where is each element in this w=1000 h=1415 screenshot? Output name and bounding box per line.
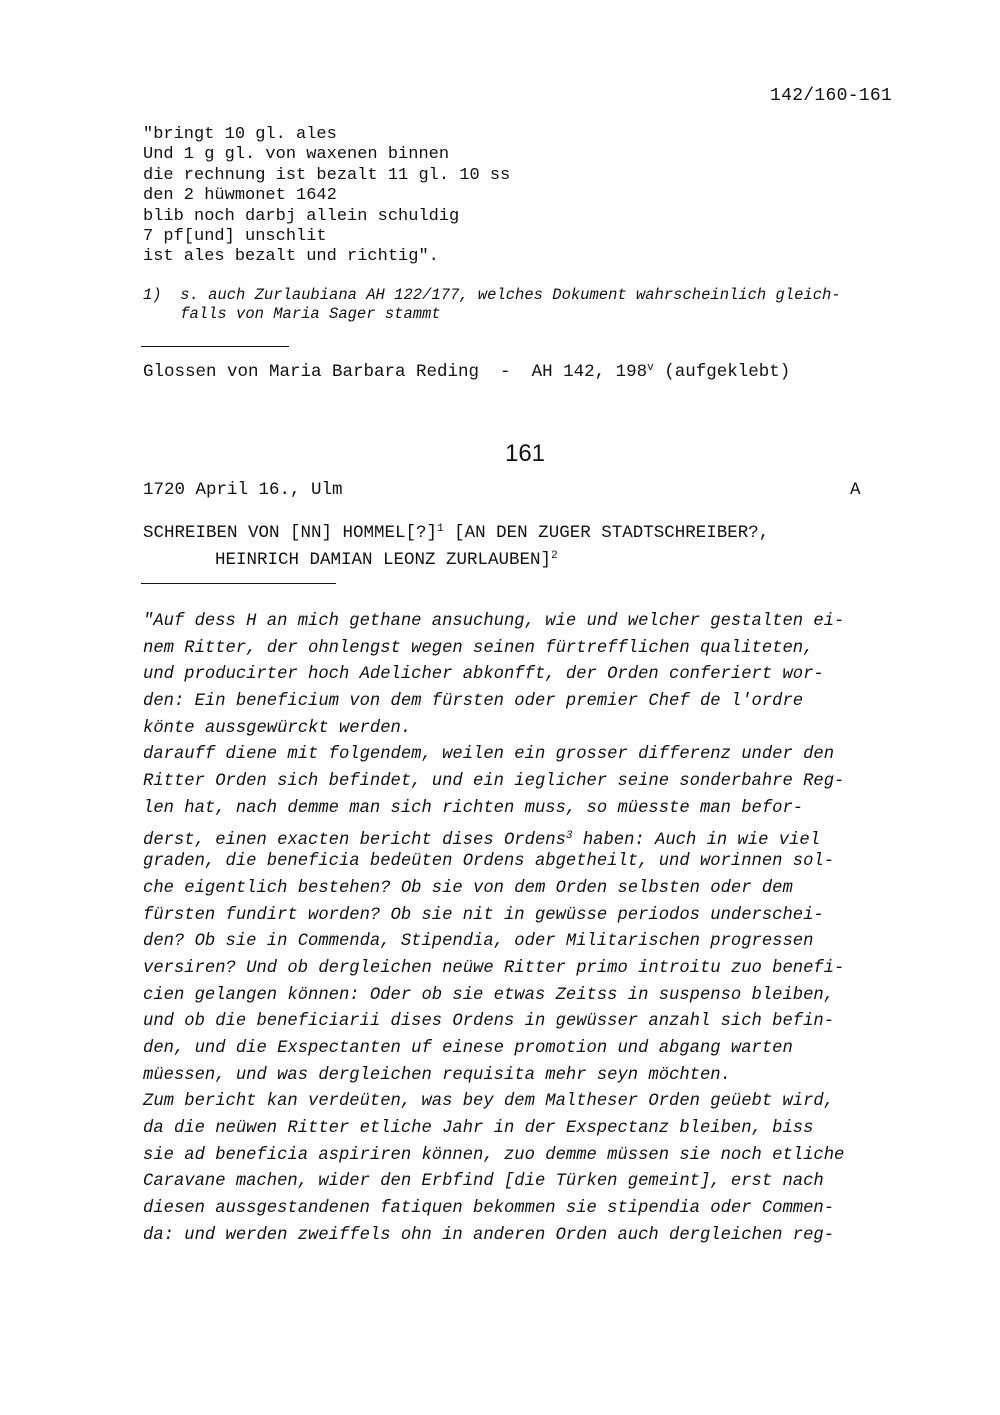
body-line: und producirter hoch Adelicher abkonfft, der Orden conferiert wor-: [143, 665, 824, 685]
body-line: fürsten fundirt worden? Ob sie nit in gewüsse periodos underschei-: [143, 905, 824, 925]
footnote: [143, 286, 841, 324]
footnote-line: falls von Maria Sager stammt: [143, 305, 441, 323]
body-line: da die neüwen Ritter etliche Jahr in der Exspectanz bleiben, biss: [143, 1119, 814, 1139]
body-line: könte aussgewürckt werden.: [143, 718, 412, 738]
body-line: cien gelangen können: Oder ob sie etwas Zeitss in suspenso bleiben,: [143, 985, 835, 1005]
version-mark: A: [850, 480, 861, 500]
body-text: haben: Auch in wie viel: [572, 830, 821, 850]
body-line: und ob die beneficiarii dises Ordens in gewüsser anzahl sich befin-: [143, 1012, 835, 1032]
date-place: 1720 April 16., Ulm: [143, 480, 343, 500]
heading-text: HEINRICH DAMIAN LEONZ ZURLAUBEN]: [215, 550, 552, 570]
quote-line: 7 pf[und] unschlit: [143, 226, 327, 246]
quote-line: die rechnung ist bezalt 11 gl. 10 ss: [143, 165, 511, 185]
gloss-text: Glossen von Maria Barbara Reding - AH 142, 198: [143, 362, 648, 382]
quote-line: ist ales bezalt und richtig".: [143, 247, 439, 267]
divider: [141, 346, 289, 347]
body-line: [143, 823, 903, 850]
document-number: 161: [504, 440, 546, 467]
letter-body: [143, 609, 903, 1250]
page-reference: 142/160-161: [770, 86, 893, 106]
body-line: sie ad beneficia aspiriren können, zuo demme müssen sie noch etliche: [143, 1145, 845, 1165]
quoted-receipt: [143, 125, 510, 268]
body-line: müessen, und was dergleichen requisita mehr seyn möchten.: [143, 1065, 731, 1085]
body-line: graden, die beneficia bedeüten Ordens abgetheilt, und worinnen sol-: [143, 852, 835, 872]
body-line: darauff diene mit folgendem, weilen ein grosser differenz under den: [143, 745, 835, 765]
heading-line: [143, 518, 769, 545]
body-line: versiren? Und ob dergleichen neüwe Ritter primo introitu zuo benefi-: [143, 958, 845, 978]
footnote-marker: 2: [551, 550, 558, 562]
body-line: diesen aussgestandenen fatiquen bekommen sie stipendia oder Commen-: [143, 1199, 835, 1219]
footnote-line: 1) s. auch Zurlaubiana AH 122/177, welches Dokument wahrscheinlich gleich-: [143, 286, 841, 304]
footnote-marker: 3: [565, 829, 573, 842]
body-line: "Auf dess H an mich gethane ansuchung, wie und welcher gestalten ei-: [143, 612, 845, 631]
body-line: nem Ritter, der ohnlengst wegen seinen fürtrefflichen qualiteten,: [143, 638, 814, 658]
gloss-superscript: v: [647, 362, 654, 374]
document-heading: [143, 518, 769, 572]
body-line: Zum bericht kan verdeüten, was bey dem Maltheser Orden geüebt wird,: [143, 1092, 835, 1112]
quote-line: den 2 hüwmonet 1642: [143, 186, 337, 206]
body-line: che eigentlich bestehen? Ob sie von dem Orden selbsten oder dem: [143, 878, 793, 898]
footnote-marker: 1: [437, 523, 444, 535]
body-line: den: Ein beneficium von dem fürsten oder premier Chef de l'ordre: [143, 692, 804, 712]
gloss-suffix: (aufgeklebt): [653, 362, 791, 382]
heading-text: [AN DEN ZUGER STADTSCHREIBER?,: [443, 523, 770, 543]
body-text: derst, einen exacten bericht dises Ordens: [143, 830, 566, 850]
body-line: den? Ob sie in Commenda, Stipendia, oder Militarischen progressen: [143, 932, 814, 952]
gloss-heading: [143, 362, 790, 382]
heading-text: SCHREIBEN VON [NN] HOMMEL[?]: [143, 523, 438, 543]
body-line: Ritter Orden sich befindet, und ein ieglicher seine sonderbahre Reg-: [143, 772, 845, 792]
body-line: len hat, nach demme man sich richten muss, so müesste man befor-: [143, 798, 804, 818]
quote-line: "bringt 10 gl. ales: [143, 125, 337, 144]
quote-line: blib noch darbj allein schuldig: [143, 206, 460, 226]
body-line: da: und werden zweiffels ohn in anderen Orden auch dergleichen reg-: [143, 1225, 835, 1245]
divider: [141, 583, 336, 584]
body-line: Caravane machen, wider den Erbfind [die Türken gemeint], erst nach: [143, 1172, 824, 1192]
heading-line: [143, 545, 769, 572]
body-line: den, und die Exspectanten uf einese promotion und abgang warten: [143, 1039, 793, 1058]
quote-line: Und 1 g gl. von waxenen binnen: [143, 145, 450, 165]
